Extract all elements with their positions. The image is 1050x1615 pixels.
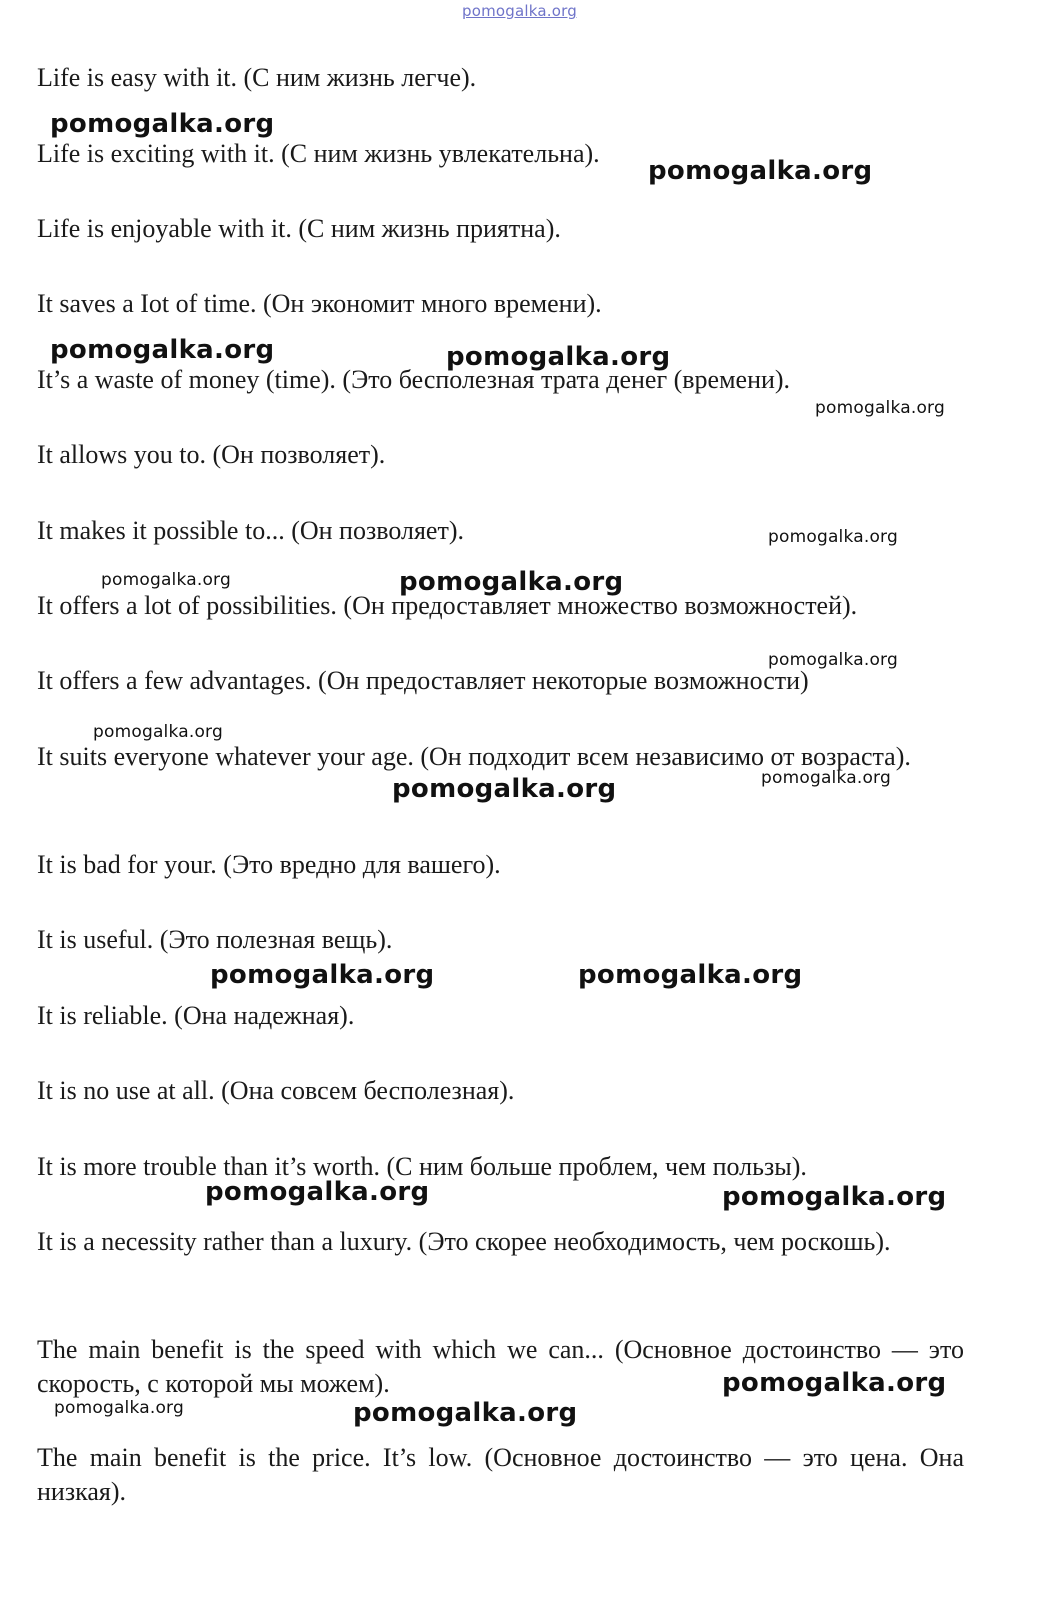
watermark: pomogalka.org xyxy=(815,398,945,418)
phrase-line: Life is exciting with it. (С ним жизнь увлекательна). xyxy=(37,139,600,168)
watermark: pomogalka.org xyxy=(50,335,275,365)
watermark: pomogalka.org xyxy=(722,1368,947,1398)
watermark: pomogalka.org xyxy=(353,1398,578,1428)
phrase-line: It allows you to. (Он позволяет). xyxy=(37,440,386,469)
header-site-link[interactable]: pomogalka.org xyxy=(462,2,577,20)
phrase-line: Life is enjoyable with it. (С ним жизнь приятна). xyxy=(37,214,561,243)
watermark: pomogalka.org xyxy=(768,650,898,670)
watermark: pomogalka.org xyxy=(578,960,803,990)
watermark: pomogalka.org xyxy=(446,342,671,372)
watermark: pomogalka.org xyxy=(768,527,898,547)
watermark: pomogalka.org xyxy=(93,722,223,742)
watermark: pomogalka.org xyxy=(101,570,231,590)
watermark: pomogalka.org xyxy=(399,567,624,597)
phrase-line: The main benefit is the speed with which we can... (Основное достоинство — это скорость, с которой мы можем). xyxy=(37,1335,964,1398)
phrase-line: Life is easy with it. (С ним жизнь легче). xyxy=(37,63,477,92)
watermark: pomogalka.org xyxy=(210,960,435,990)
phrase-line: It is reliable. (Она надежная). xyxy=(37,1001,355,1030)
phrase-line: It’s a waste of money (time). (Это бесполезная трата денег (времени). xyxy=(37,365,791,394)
phrase-line: It offers a lot of possibilities. (Он предоставляет множество возможностей). xyxy=(37,591,858,620)
phrase-line: It is no use at all. (Она совсем бесполезная). xyxy=(37,1076,515,1105)
watermark: pomogalka.org xyxy=(722,1182,947,1212)
phrase-line: It is bad for your. (Это вредно для вашего). xyxy=(37,850,501,879)
phrase-line: It makes it possible to... (Он позволяет). xyxy=(37,516,464,545)
phrase-line: It is more trouble than it’s worth. (С ним больше проблем, чем пользы). xyxy=(37,1152,807,1181)
watermark: pomogalka.org xyxy=(50,109,275,139)
watermark: pomogalka.org xyxy=(761,768,891,788)
phrase-line: It is useful. (Это полезная вещь). xyxy=(37,925,393,954)
phrase-line: It saves a Iot of time. (Он экономит много времени). xyxy=(37,289,602,318)
watermark: pomogalka.org xyxy=(205,1177,430,1207)
phrase-line: It offers a few advantages. (Он предоставляет некоторые возможности) xyxy=(37,666,809,695)
watermark: pomogalka.org xyxy=(392,774,617,804)
watermark: pomogalka.org xyxy=(54,1398,184,1418)
phrase-line: The main benefit is the price. It’s low. (Основное достоинство — это цена. Она низкая). xyxy=(37,1443,964,1506)
phrase-line: It suits everyone whatever your age. (Он подходит всем независимо от возраста). xyxy=(37,742,911,771)
phrase-line: It is a necessity rather than a luxury. (Это скорее необходимость, чем роскошь). xyxy=(37,1227,891,1256)
watermark: pomogalka.org xyxy=(648,156,873,186)
